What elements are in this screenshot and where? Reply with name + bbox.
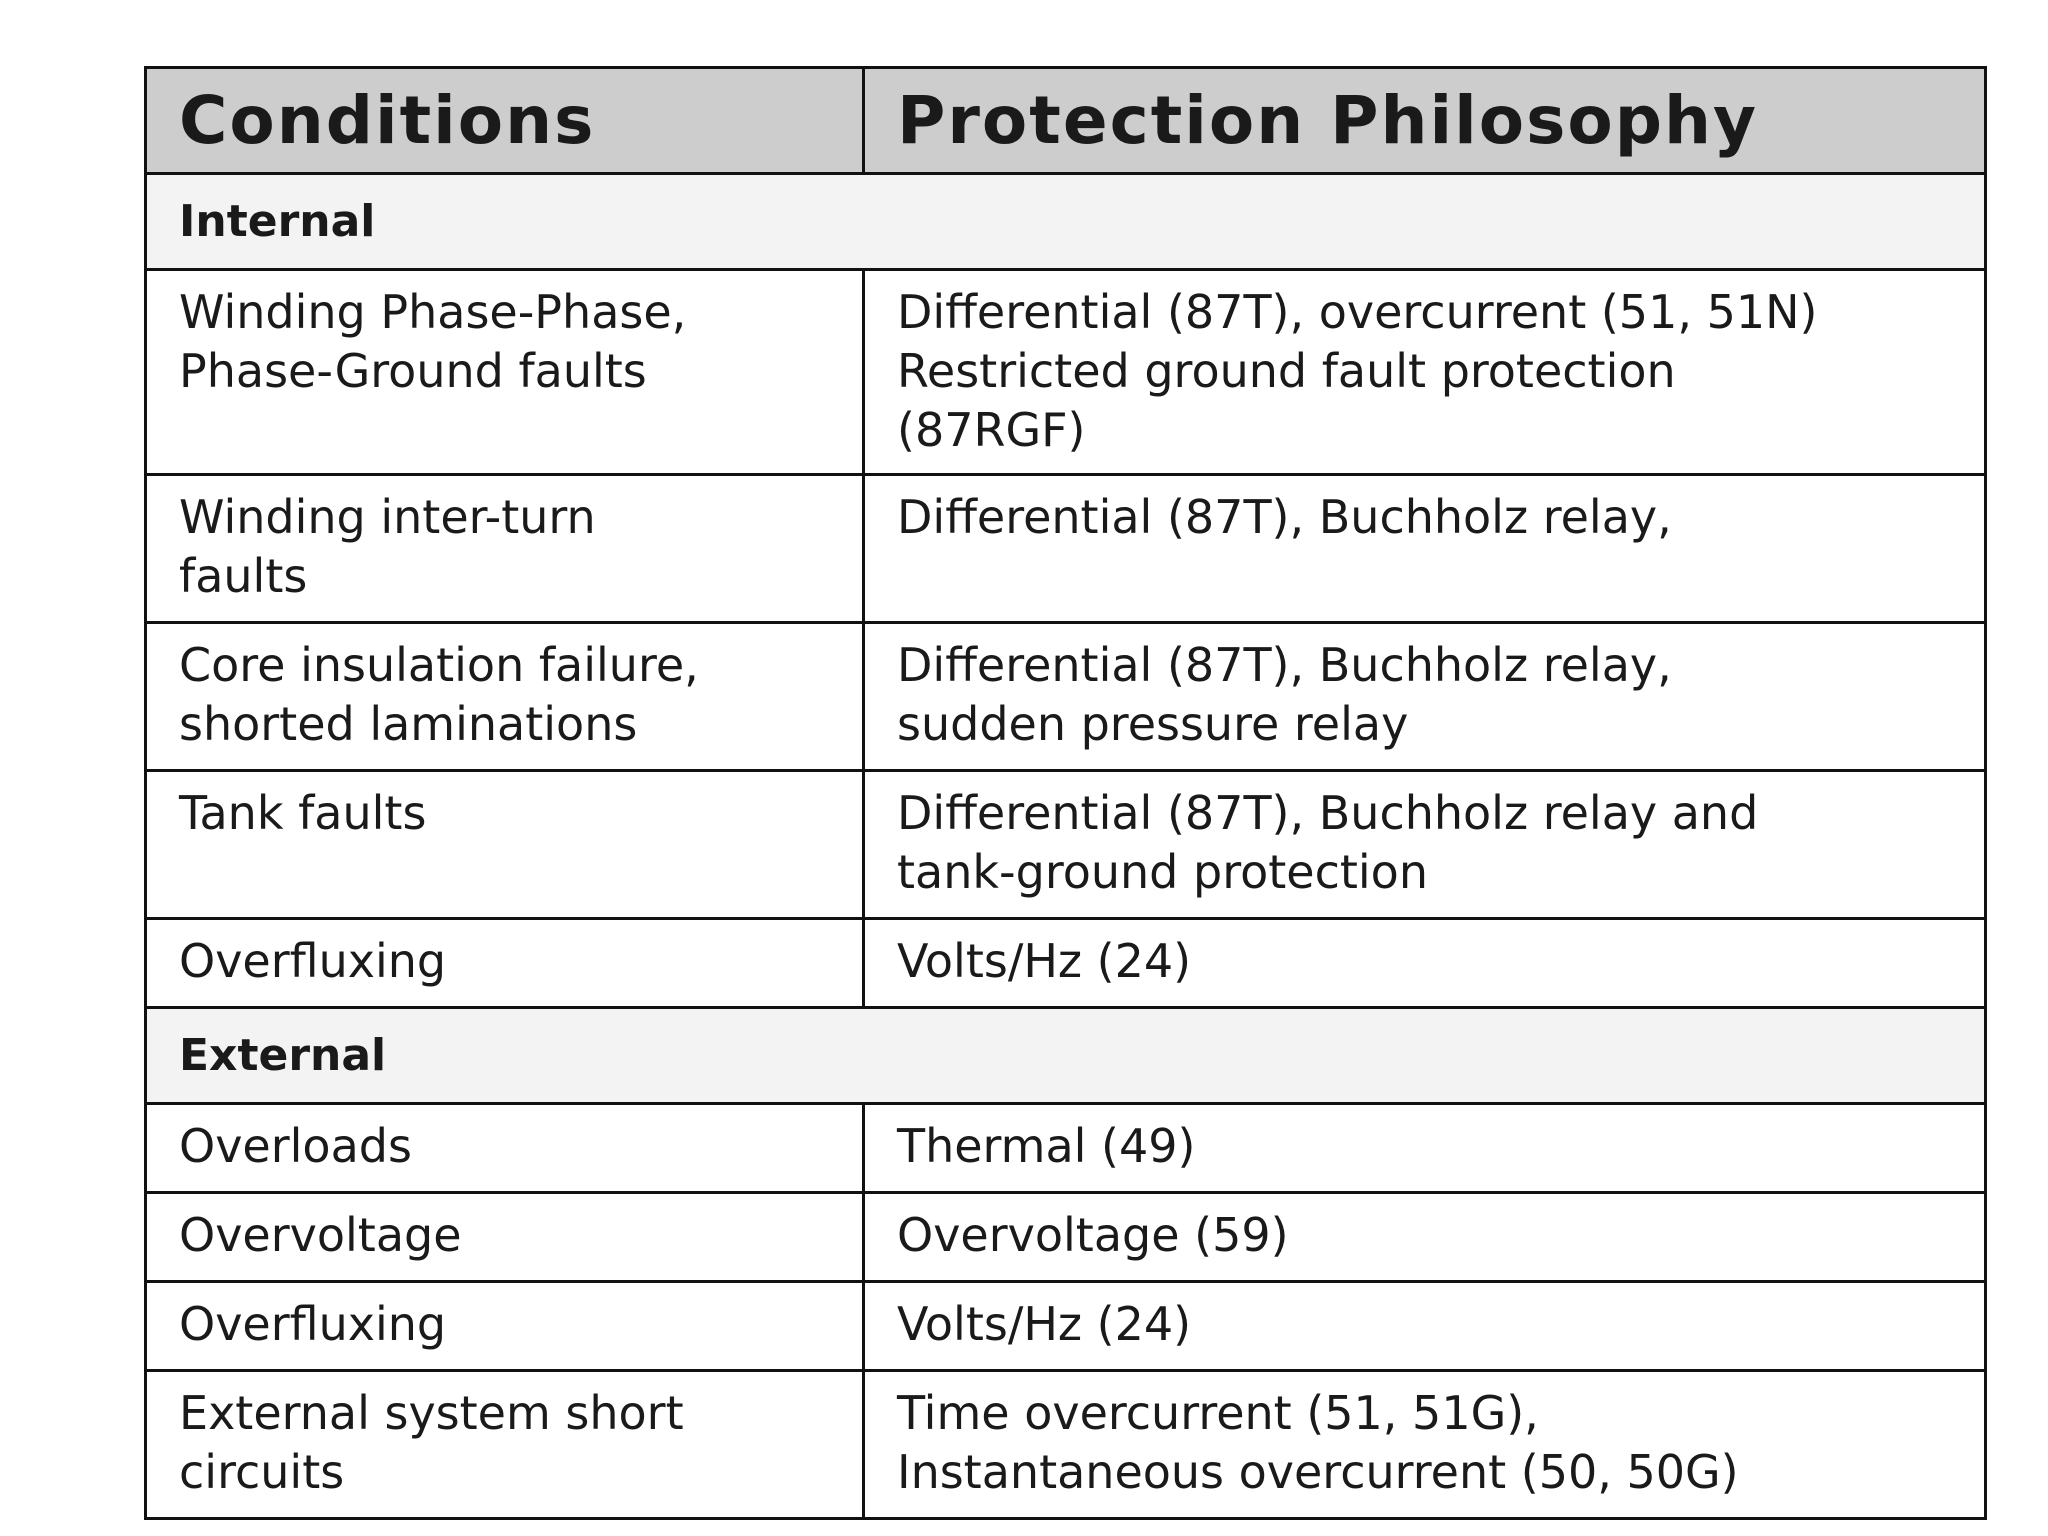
- philosophy-text: Overvoltage (59): [897, 1208, 1289, 1262]
- philosophy-cell: [864, 475, 1986, 623]
- philosophy-cell: [864, 1193, 1986, 1282]
- philosophy-cell: [864, 919, 1986, 1008]
- condition-text: Winding Phase-Phase, Phase-Ground faults: [179, 285, 687, 398]
- section-row-internal: [146, 174, 1986, 270]
- condition-text: Overfluxing: [179, 1297, 447, 1351]
- condition-cell: [146, 919, 864, 1008]
- header-protection-philosophy: Protection Philosophy: [864, 68, 1986, 174]
- table-row: [146, 623, 1986, 771]
- condition-text: Overvoltage: [179, 1208, 462, 1262]
- condition-text: Tank faults: [179, 786, 427, 840]
- condition-cell: [146, 270, 864, 475]
- table-row: [146, 1282, 1986, 1371]
- protection-table: [144, 66, 1987, 1520]
- section-row-external: [146, 1008, 1986, 1104]
- philosophy-text: Thermal (49): [897, 1119, 1196, 1173]
- condition-cell: [146, 771, 864, 919]
- header-conditions: Conditions: [146, 68, 864, 174]
- table-row: [146, 475, 1986, 623]
- condition-text: Winding inter-turn faults: [179, 490, 596, 603]
- section-title: External: [146, 1008, 1986, 1104]
- philosophy-text: Volts/Hz (24): [897, 1297, 1192, 1351]
- table-row: [146, 1193, 1986, 1282]
- header-row: [146, 68, 1986, 174]
- philosophy-cell: [864, 1104, 1986, 1193]
- condition-cell: [146, 623, 864, 771]
- section-title: Internal: [146, 174, 1986, 270]
- condition-text: Overloads: [179, 1119, 412, 1173]
- condition-text: Overfluxing: [179, 934, 447, 988]
- table-row: [146, 1104, 1986, 1193]
- table-row: [146, 771, 1986, 919]
- condition-cell: [146, 475, 864, 623]
- philosophy-text: Differential (87T), Buchholz relay, sudden pressure relay: [897, 638, 1672, 751]
- philosophy-cell: [864, 1282, 1986, 1371]
- condition-cell: [146, 1371, 864, 1519]
- philosophy-cell: [864, 623, 1986, 771]
- table-row: [146, 1371, 1986, 1519]
- philosophy-text: Differential (87T), Buchholz relay,: [897, 490, 1672, 544]
- philosophy-cell: [864, 771, 1986, 919]
- table-row: [146, 270, 1986, 475]
- philosophy-text: Time overcurrent (51, 51G), Instantaneous overcurrent (50, 50G): [897, 1386, 1739, 1499]
- condition-text: Core insulation failure, shorted laminations: [179, 638, 699, 751]
- philosophy-text: Differential (87T), Buchholz relay and tank-ground protection: [897, 786, 1759, 899]
- condition-cell: [146, 1282, 864, 1371]
- philosophy-cell: [864, 1371, 1986, 1519]
- condition-cell: [146, 1104, 864, 1193]
- condition-cell: [146, 1193, 864, 1282]
- philosophy-text: Volts/Hz (24): [897, 934, 1192, 988]
- philosophy-text: Differential (87T), overcurrent (51, 51N) Restricted ground fault protection (87RGF): [897, 285, 1818, 457]
- table-row: [146, 919, 1986, 1008]
- philosophy-cell: [864, 270, 1986, 475]
- condition-text: External system short circuits: [179, 1386, 684, 1499]
